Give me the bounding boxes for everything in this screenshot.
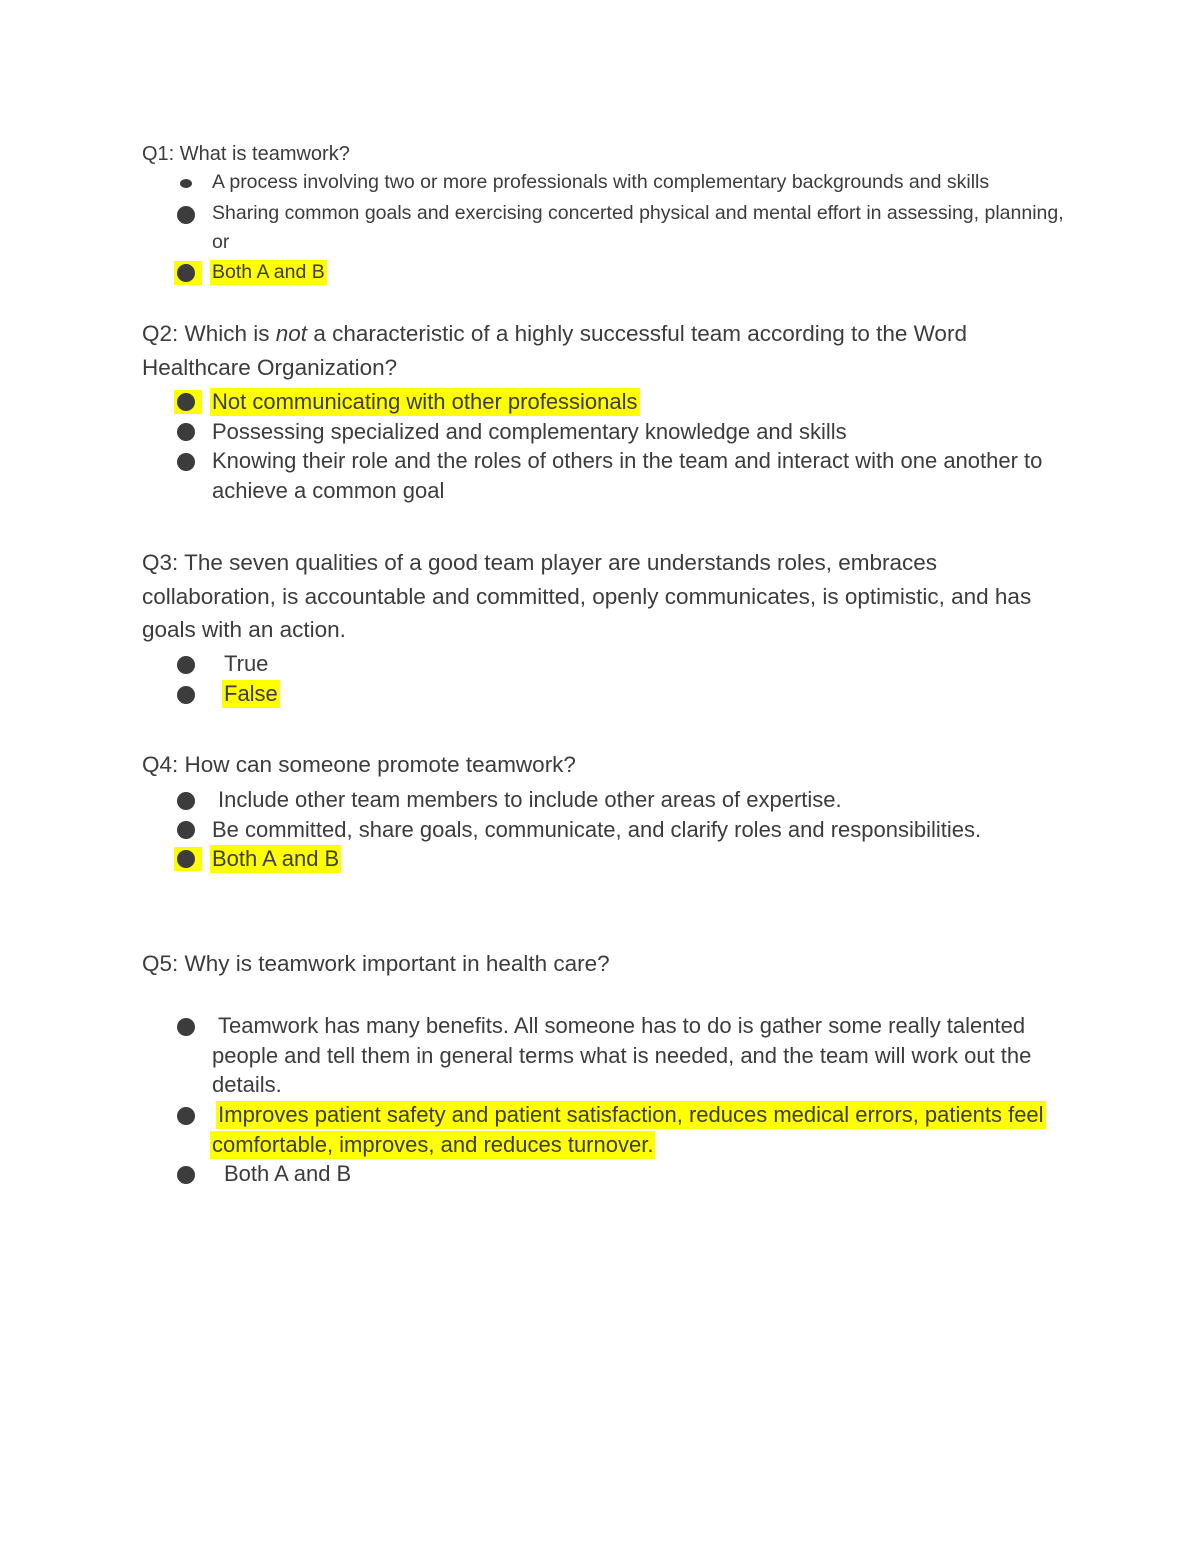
highlighted-answer: False (224, 681, 278, 706)
q3-option-false (224, 679, 1084, 709)
bullet-icon (177, 1018, 195, 1036)
highlighted-answer: Improves patient safety and patient satisfaction, reduces medical errors, patients feel comfortable, improves, and reduces turnover. (212, 1102, 1044, 1157)
bullet-icon (177, 1166, 195, 1184)
bullet-icon (180, 179, 192, 188)
q4-option-a: Include other team members to include other areas of expertise. (218, 787, 842, 812)
q2-option-a (212, 387, 1072, 417)
q1-option-b: Sharing common goals and exercising concerted physical and mental effort in assessing, planning, or (212, 202, 1064, 253)
q1-option-c (212, 258, 1072, 287)
q4-option-b: Be committed, share goals, communicate, and clarify roles and responsibilities. (212, 817, 982, 842)
bullet-icon (177, 453, 195, 471)
emphasis-not: not (275, 321, 308, 346)
bullet-icon (177, 393, 195, 411)
question-3: Q3: The seven qualities of a good team player are understands roles, embraces collaboration, is accountable and committed, openly communicates, is optimistic, and has goals with an action. (142, 550, 1032, 642)
bullet-icon (177, 264, 195, 282)
q1-option-a: A process involving two or more professionals with complementary backgrounds and skills (212, 171, 990, 193)
highlighted-answer: Not communicating with other professionals (212, 389, 638, 414)
q5-option-c: Both A and B (224, 1161, 352, 1186)
bullet-icon (177, 686, 195, 704)
q5-option-a: Teamwork has many benefits. All someone has to do is gather some really talented people and tell them in general terms what is needed, and the team will work out the details. (212, 1013, 1032, 1098)
question-1: Q1: What is teamwork? (142, 143, 350, 165)
q2-option-c: Knowing their role and the roles of others in the team and interact with one another to achieve a common goal (212, 448, 1043, 503)
bullet-icon (177, 792, 195, 810)
highlighted-answer: Both A and B (212, 261, 325, 283)
bullet-icon (177, 1107, 195, 1125)
question-5: Q5: Why is teamwork important in health care? (142, 951, 610, 976)
bullet-icon (177, 423, 195, 441)
q3-option-true: True (224, 651, 269, 676)
question-2: Q2: Which is not a characteristic of a highly successful team according to the Word Healthcare Organization? (142, 321, 967, 380)
q5-option-b (212, 1100, 1072, 1159)
q2-option-b: Possessing specialized and complementary knowledge and skills (212, 419, 847, 444)
highlighted-answer: Both A and B (212, 846, 340, 871)
bullet-icon (177, 206, 195, 224)
bullet-icon (177, 821, 195, 839)
q4-option-c (212, 844, 1072, 874)
question-4: Q4: How can someone promote teamwork? (142, 752, 576, 777)
bullet-icon (177, 656, 195, 674)
bullet-icon (177, 850, 195, 868)
